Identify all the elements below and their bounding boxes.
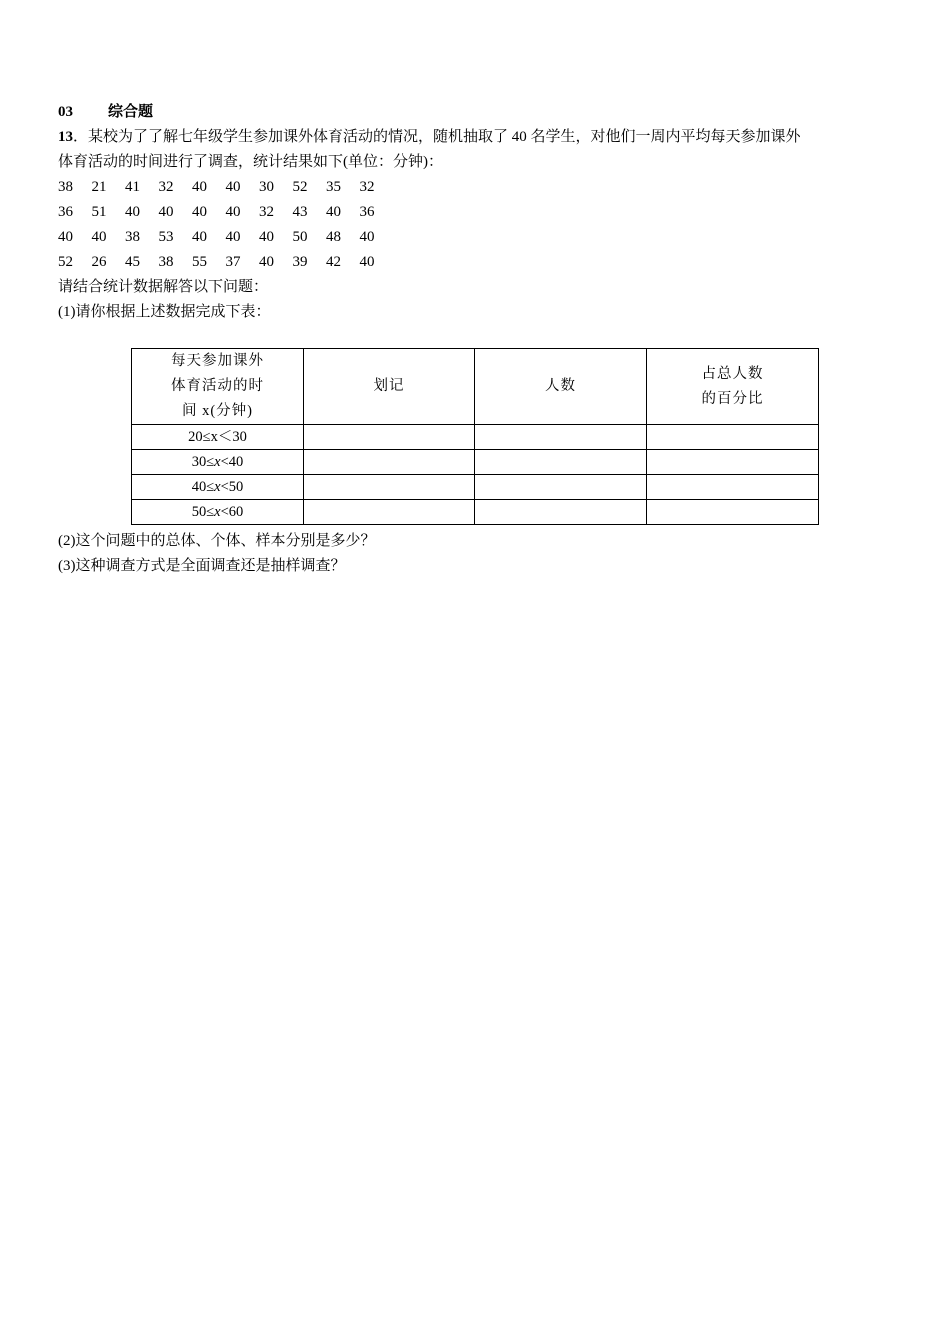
count-cell[interactable] [475, 450, 647, 475]
prompt-text: 请结合统计数据解答以下问题： [58, 279, 269, 295]
data-value: 39 [292, 254, 308, 270]
header-line: 间 x(分钟) [181, 403, 254, 419]
data-value: 45 [125, 254, 140, 270]
percentage-cell[interactable] [647, 450, 819, 475]
header-count: 人数 [475, 349, 647, 425]
interval-op: ≤ [206, 454, 215, 470]
part-3-text: (3)这种调查方式是全面调查还是抽样调查？ [58, 558, 346, 574]
header-percentage [647, 349, 819, 425]
interval-op: ≤ [202, 429, 211, 445]
data-value: 41 [125, 179, 140, 195]
tally-cell[interactable] [304, 450, 475, 475]
data-value: 40 [225, 179, 241, 195]
header-line: 体育活动的时 [171, 378, 264, 394]
data-value: 40 [192, 204, 207, 220]
data-value: 42 [326, 254, 341, 270]
data-value: 40 [125, 204, 140, 220]
worksheet [58, 100, 898, 574]
data-row [58, 200, 898, 225]
data-value: 50 [292, 229, 308, 245]
data-value: 35 [326, 179, 341, 195]
data-value: 40 [259, 254, 274, 270]
data-value: 30 [259, 179, 274, 195]
count-cell[interactable] [475, 475, 647, 500]
data-value: 26 [91, 254, 107, 270]
data-value: 32 [259, 204, 274, 220]
interval-var: x [214, 454, 221, 470]
question-number: 13 [58, 129, 73, 145]
data-value: 40 [359, 254, 375, 270]
data-block [58, 175, 898, 275]
header-line: 占总人数 [701, 365, 764, 382]
interval-op: < [220, 504, 229, 520]
header-time-interval [132, 349, 304, 425]
data-value: 52 [58, 254, 73, 270]
data-value: 36 [58, 204, 73, 220]
interval-op: < [220, 479, 229, 495]
interval-high: 40 [228, 454, 244, 470]
section-title: 综合题 [108, 104, 154, 120]
table-row [132, 475, 819, 500]
interval-op: < [220, 454, 229, 470]
tally-cell[interactable] [304, 425, 475, 450]
part-2-text: (2)这个问题中的总体、个体、样本分别是多少？ [58, 533, 376, 549]
question-text-1: ．某校为了了解七年级学生参加课外体育活动的情况，随机抽取了 40 名学生，对他们一周内平均每天参加课外 [73, 129, 801, 145]
data-value: 21 [91, 179, 107, 195]
table-header-row [132, 349, 819, 425]
header-line: 每天参加课外 [171, 353, 264, 369]
percentage-cell[interactable] [647, 500, 819, 525]
percentage-cell[interactable] [647, 475, 819, 500]
data-value: 38 [158, 254, 174, 270]
interval-cell [132, 425, 304, 450]
data-value: 55 [192, 254, 207, 270]
question-line-1 [58, 125, 898, 150]
data-value: 38 [58, 179, 73, 195]
data-value: 40 [192, 179, 207, 195]
data-value: 40 [259, 229, 274, 245]
data-value: 43 [292, 204, 308, 220]
data-value: 40 [359, 229, 375, 245]
header-line: 的百分比 [701, 390, 764, 407]
interval-low: 40 [191, 479, 207, 495]
data-value: 40 [326, 204, 341, 220]
frequency-table [131, 348, 819, 525]
percentage-cell[interactable] [647, 425, 819, 450]
data-value: 40 [91, 229, 107, 245]
data-row [58, 225, 898, 250]
interval-op: ≤ [206, 479, 215, 495]
question-text-2: 体育活动的时间进行了调查，统计结果如下(单位：分钟)： [58, 154, 443, 170]
interval-op: ＜ [217, 429, 233, 445]
data-value: 32 [158, 179, 174, 195]
interval-low: 50 [191, 504, 207, 520]
interval-low: 30 [191, 454, 207, 470]
tally-cell[interactable] [304, 475, 475, 500]
data-value: 40 [58, 229, 73, 245]
count-cell[interactable] [475, 425, 647, 450]
data-value: 40 [158, 204, 174, 220]
header-tally: 划记 [304, 349, 475, 425]
table-row [132, 450, 819, 475]
data-row [58, 250, 898, 275]
interval-var: x [214, 504, 221, 520]
interval-cell [132, 450, 304, 475]
data-row [58, 175, 898, 200]
count-cell[interactable] [475, 500, 647, 525]
table-row [132, 425, 819, 450]
part-1-text: (1)请你根据上述数据完成下表： [58, 304, 271, 320]
data-value: 53 [158, 229, 174, 245]
interval-low: 20 [188, 429, 203, 445]
interval-op: ≤ [206, 504, 215, 520]
interval-cell [132, 500, 304, 525]
interval-var: x [210, 429, 218, 445]
data-value: 37 [225, 254, 241, 270]
data-value: 48 [326, 229, 341, 245]
data-value: 40 [225, 204, 241, 220]
interval-high: 30 [232, 429, 247, 445]
data-value: 38 [125, 229, 140, 245]
interval-cell [132, 475, 304, 500]
data-value: 51 [91, 204, 107, 220]
follow-up-questions [58, 529, 376, 579]
data-value: 40 [192, 229, 207, 245]
data-value: 32 [359, 179, 375, 195]
data-value: 40 [225, 229, 241, 245]
data-value: 36 [359, 204, 375, 220]
section-number: 03 [58, 104, 73, 120]
data-value: 52 [292, 179, 308, 195]
tally-cell[interactable] [304, 500, 475, 525]
interval-high: 60 [228, 504, 244, 520]
section-heading [58, 100, 898, 125]
interval-high: 50 [228, 479, 244, 495]
table-row [132, 500, 819, 525]
interval-var: x [214, 479, 221, 495]
